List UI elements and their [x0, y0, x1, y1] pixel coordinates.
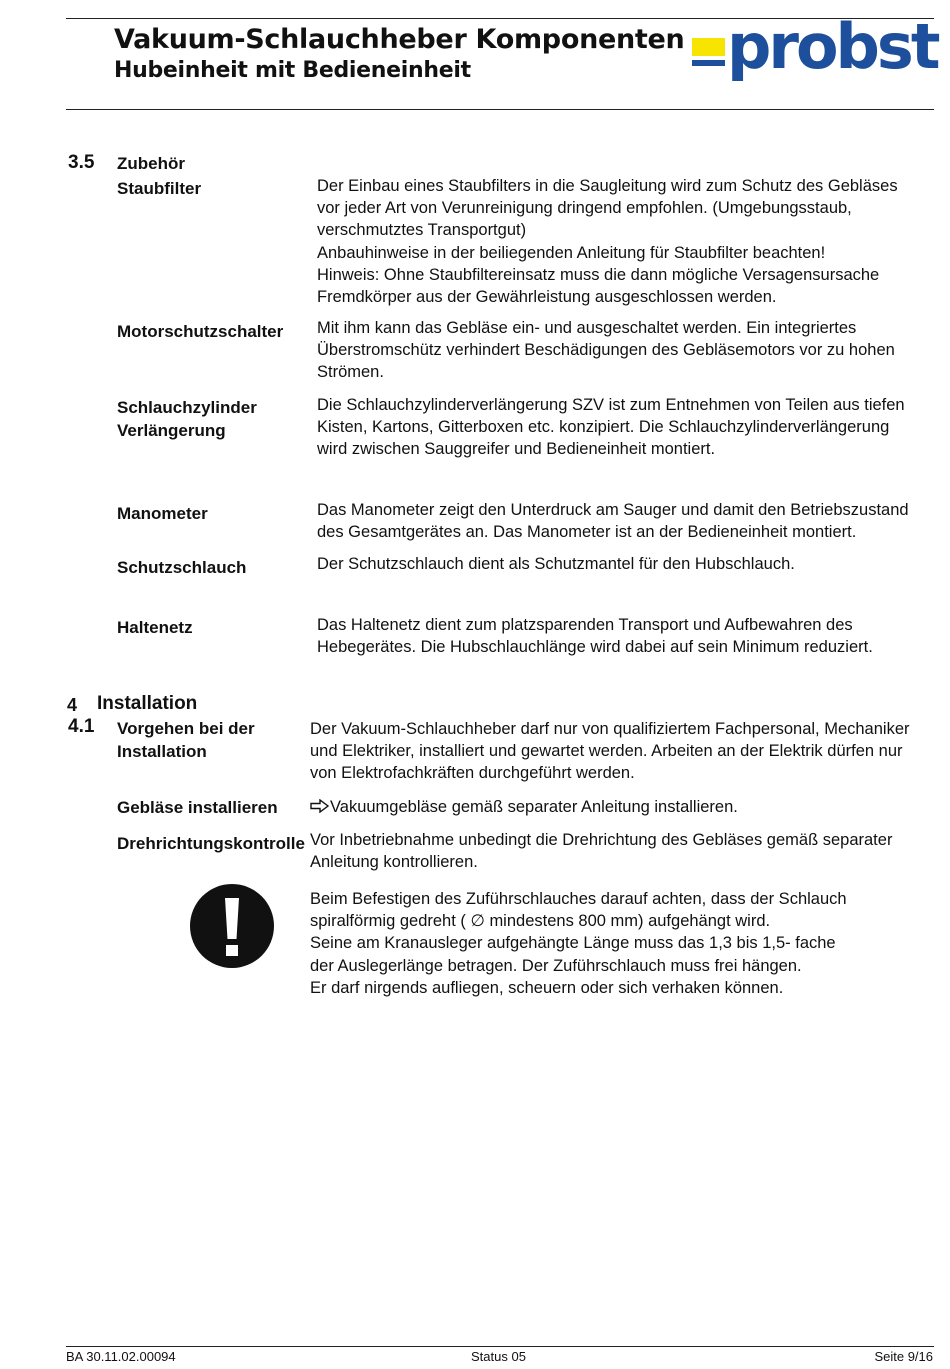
probst-logo [692, 10, 938, 83]
section-title: Installation [97, 693, 198, 714]
item-text-schlauchzylinder: Die Schlauchzylinderverlängerung SZV ist zum Entnehmen von Teilen aus tiefen Kisten, Kartons, Gitterboxen etc. konzipiert. Die Schlauchzylinderverlängerung wird zwischen Sauggreifer und Bedieneinheit montiert. [317, 396, 905, 459]
section-title: Zubehör [117, 154, 185, 173]
item-label-staubfilter: Staubfilter [117, 179, 202, 198]
logo-yellow-block [692, 38, 725, 56]
item-label-schutzschlauch: Schutzschlauch [117, 558, 247, 577]
item-text-motorschutzschalter: Mit ihm kann das Gebläse ein- und ausgeschaltet werden. Ein integriertes Überstromschütz verhindert Beschädigungen des Gebläsemotors vor zu hohen Strömen. [317, 319, 895, 382]
item-text-schutzschlauch: Der Schutzschlauch dient als Schutzmantel für den Hubschlauch. [317, 555, 795, 573]
section-number: 3.5 [68, 152, 95, 173]
logo-blue-bar [692, 60, 725, 66]
footer-page-number: Seite 9/16 [874, 1349, 933, 1364]
item-text-haltenetz: Das Haltenetz dient zum platzsparenden Transport und Aufbewahren des Hebegerätes. Die Hubschlauchlänge wird dabei auf sein Minimum reduziert. [317, 616, 873, 657]
item-label-schlauchzylinder: Schlauchzylinder Verlängerung [117, 398, 257, 440]
warning-exclamation-icon [190, 884, 274, 968]
page-title: Vakuum-Schlauchheber Komponenten [114, 24, 685, 55]
warning-text: Beim Befestigen des Zuführschlauches darauf achten, dass der Schlauch spiralförmig gedreht ( ∅ mindestens 800 mm) aufgehängt wird. Seine am Kranausleger aufgehängte Länge muss das 1,3 bis 1,5- fache der Auslegerlänge betragen. Der Zuführschlauch muss frei hängen. Er darf nirgends aufliegen, scheuern oder sich verhaken können. [310, 890, 847, 997]
item-text-staubfilter: Der Einbau eines Staubfilters in die Saugleitung wird zum Schutz des Gebläses vor jeder Art von Verunreinigung dringend empfohlen. (Umgebungsstaub, verschmutztes Transportgut) Anbauhinweise in der beiliegenden Anleitung für Staubfilter beachten! Hinweis: Ohne Staubfiltereinsatz muss die dann mögliche Versagensursache Fremdkörper aus der Gewährleistung ausgeschlossen werden. [317, 177, 898, 307]
footer-status: Status 05 [471, 1349, 526, 1364]
item-label-motorschutzschalter: Motorschutzschalter [117, 322, 284, 341]
arrow-right-icon [310, 799, 330, 813]
item-label-haltenetz: Haltenetz [117, 618, 193, 637]
section-number: 4 [67, 695, 78, 715]
item-text-manometer: Das Manometer zeigt den Unterdruck am Sauger und damit den Betriebszustand des Gesamtgerätes an. Das Manometer ist an der Bedieneinheit montiert. [317, 501, 909, 542]
logo-wordmark: probst [727, 10, 938, 83]
page-subtitle: Hubeinheit mit Bedieneinheit [114, 58, 471, 83]
item-text-drehrichtung: Vor Inbetriebnahme unbedingt die Drehrichtung des Gebläses gemäß separater Anleitung kontrollieren. [310, 831, 893, 872]
header-bottom-rule [66, 109, 934, 110]
item-text-geblaese: Vakuumgebläse gemäß separater Anleitung installieren. [310, 796, 930, 818]
item-label-vorgehen: Vorgehen bei der Installation [117, 719, 255, 761]
item-label-manometer: Manometer [117, 504, 208, 523]
item-label-drehrichtung: Drehrichtungskontrolle [117, 834, 305, 853]
subsection-number: 4.1 [68, 716, 95, 737]
footer-doc-number: BA 30.11.02.00094 [66, 1349, 176, 1364]
item-text-vorgehen: Der Vakuum-Schlauchheber darf nur von qualifiziertem Fachpersonal, Mechaniker und Elektriker, installiert und gewartet werden. Arbeiten an der Elektrik dürfen nur von Elektrofachkräften durchgeführt werden. [310, 720, 910, 783]
item-label-geblaese: Gebläse installieren [117, 798, 278, 817]
footer-rule [66, 1346, 934, 1347]
